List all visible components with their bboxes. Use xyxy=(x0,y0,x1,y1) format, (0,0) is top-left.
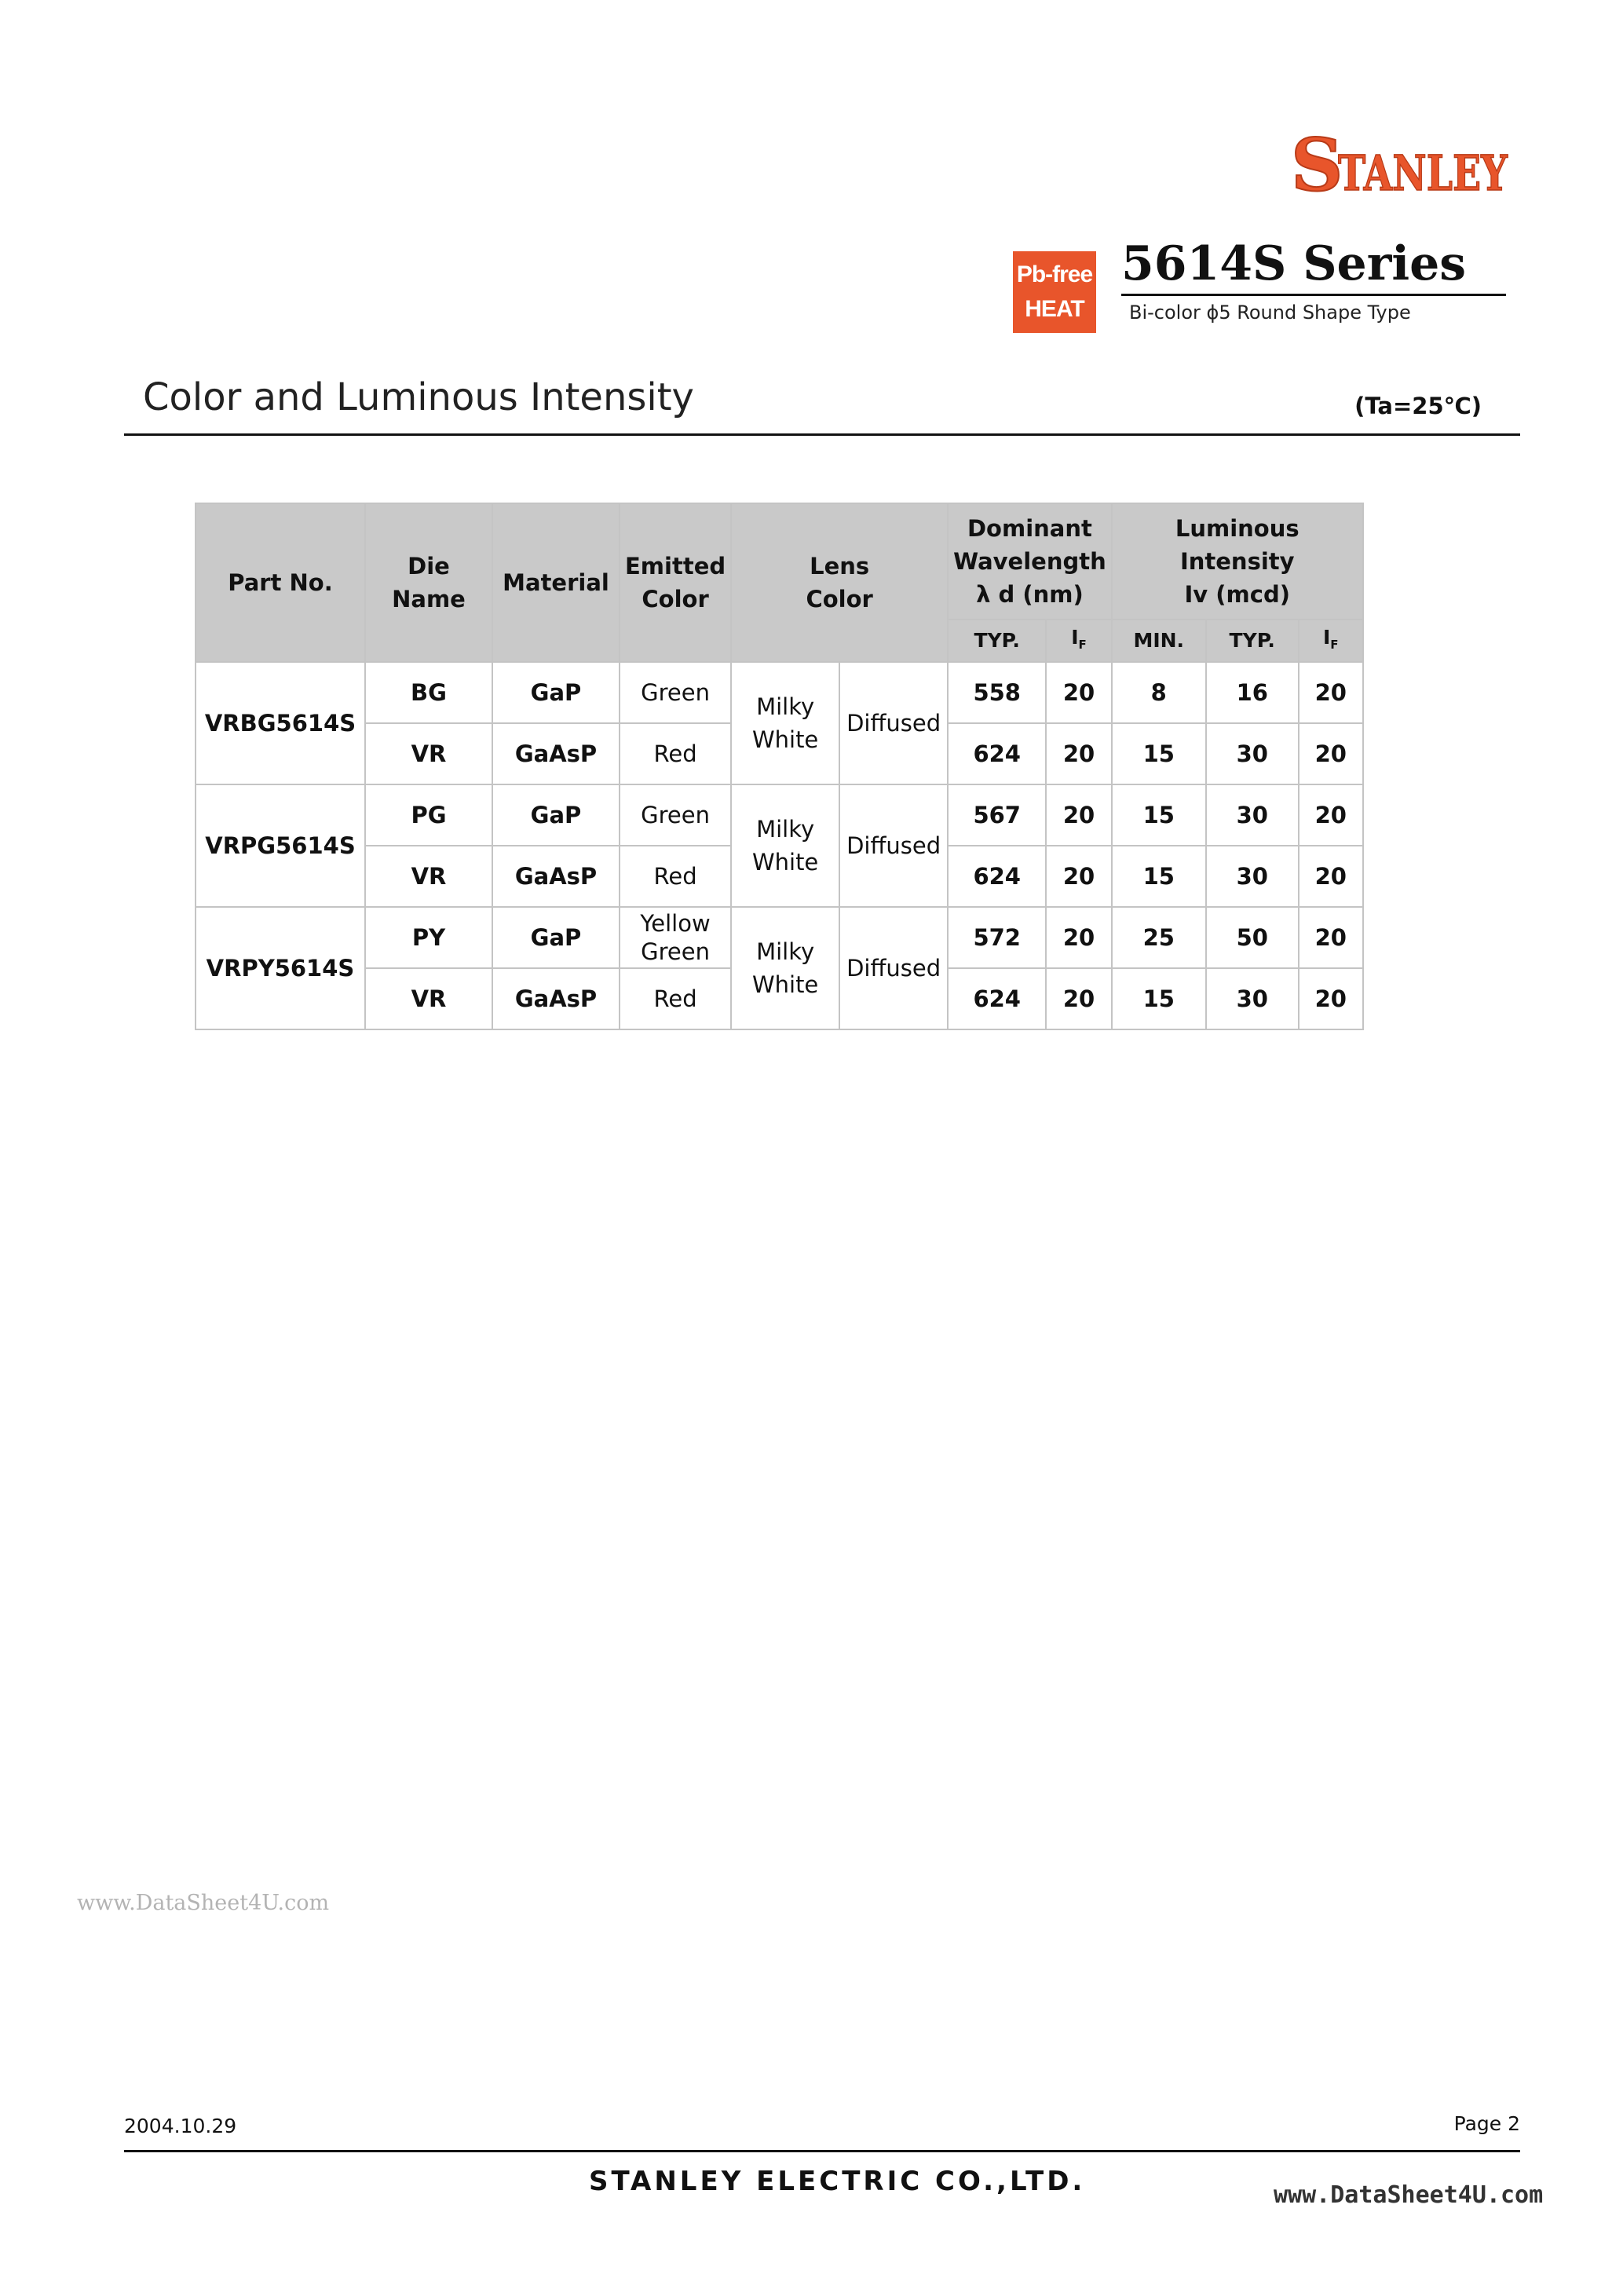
color-luminous-table xyxy=(195,503,1364,1030)
wavelength-typ-cell: 624 xyxy=(948,846,1046,907)
material-cell: GaP xyxy=(492,662,620,723)
die-name-cell: PY xyxy=(365,907,492,968)
lens-color-line-1: Milky xyxy=(756,938,815,965)
lens-type-cell: Diffused xyxy=(839,662,948,784)
intensity-if-cell: 20 xyxy=(1299,723,1363,784)
part-number-cell: VRPG5614S xyxy=(196,784,365,907)
lens-color-line-1: Milky xyxy=(756,816,815,843)
badge-line-2: HEAT xyxy=(1025,296,1084,322)
wavelength-if-cell: 20 xyxy=(1046,662,1111,723)
header-dominant-line-2: Wavelength xyxy=(953,548,1106,575)
footer-rule xyxy=(124,2150,1520,2152)
wavelength-if-cell: 20 xyxy=(1046,846,1111,907)
header-iv-typ: TYP. xyxy=(1206,620,1299,662)
material-cell: GaAsP xyxy=(492,968,620,1029)
header-part-no: Part No. xyxy=(196,503,365,662)
header-emitted-color xyxy=(620,503,731,662)
emitted-color-cell: Green xyxy=(620,662,731,723)
header-dominant-line-1: Dominant xyxy=(967,515,1092,542)
die-name-cell: BG xyxy=(365,662,492,723)
table-row xyxy=(196,784,1363,846)
header-iv-if xyxy=(1299,620,1363,662)
header-wl-if-main: I xyxy=(1071,625,1079,649)
lens-color-cell xyxy=(731,907,839,1029)
series-title: 5614S Series xyxy=(1121,236,1506,296)
footer-site-link[interactable]: www.DataSheet4U.com xyxy=(1274,2181,1544,2209)
emitted-color-line-1: Yellow xyxy=(640,910,711,937)
emitted-color-cell: Red xyxy=(620,723,731,784)
lens-color-line-2: White xyxy=(751,849,819,876)
wavelength-if-cell: 20 xyxy=(1046,907,1111,968)
wavelength-if-cell: 20 xyxy=(1046,968,1111,1029)
emitted-color-line-2: Green xyxy=(641,938,710,965)
header-lens-color xyxy=(731,503,948,662)
header-material: Material xyxy=(492,503,620,662)
intensity-min-cell: 15 xyxy=(1112,784,1206,846)
header-row-1 xyxy=(196,503,1363,620)
intensity-typ-cell: 30 xyxy=(1206,784,1299,846)
lens-color-cell xyxy=(731,784,839,907)
stanley-logo-graphic xyxy=(1288,118,1512,207)
header-iv-if-sub: F xyxy=(1330,637,1339,652)
logo-wordmark: TANLEY xyxy=(1338,144,1508,202)
header-wl-typ: TYP. xyxy=(948,620,1046,662)
part-number-cell: VRPY5614S xyxy=(196,907,365,1029)
wavelength-typ-cell: 572 xyxy=(948,907,1046,968)
wavelength-if-cell: 20 xyxy=(1046,784,1111,846)
header-luminous-intensity xyxy=(1112,503,1363,620)
section-title: Color and Luminous Intensity xyxy=(143,375,694,419)
die-name-cell: VR xyxy=(365,968,492,1029)
lens-color-line-1: Milky xyxy=(756,693,815,720)
die-name-cell: PG xyxy=(365,784,492,846)
page-number: Page 2 xyxy=(1453,2112,1520,2135)
header-lens-line-2: Color xyxy=(806,586,873,612)
wavelength-typ-cell: 624 xyxy=(948,723,1046,784)
wavelength-typ-cell: 567 xyxy=(948,784,1046,846)
emitted-color-cell: Green xyxy=(620,784,731,846)
intensity-if-cell: 20 xyxy=(1299,907,1363,968)
intensity-if-cell: 20 xyxy=(1299,968,1363,1029)
table-row xyxy=(196,662,1363,723)
intensity-min-cell: 25 xyxy=(1112,907,1206,968)
lens-type-cell: Diffused xyxy=(839,784,948,907)
header-wl-if xyxy=(1046,620,1111,662)
header-dominant-line-3: λ d (nm) xyxy=(976,581,1084,608)
company-name: STANLEY ELECTRIC CO.,LTD. xyxy=(589,2166,1086,2197)
pb-free-badge xyxy=(1013,251,1096,333)
wavelength-if-cell: 20 xyxy=(1046,723,1111,784)
lens-type-cell: Diffused xyxy=(839,907,948,1029)
intensity-typ-cell: 50 xyxy=(1206,907,1299,968)
intensity-if-cell: 20 xyxy=(1299,846,1363,907)
header-rule xyxy=(124,433,1520,436)
series-subtitle: Bi-color ϕ5 Round Shape Type xyxy=(1129,302,1411,324)
header-iv-min: MIN. xyxy=(1112,620,1206,662)
watermark-text: www.DataSheet4U.com xyxy=(77,1891,330,1915)
lens-color-line-2: White xyxy=(751,726,819,753)
intensity-min-cell: 8 xyxy=(1112,662,1206,723)
logo-initial: S xyxy=(1291,122,1343,207)
header-die-name: Die Name xyxy=(365,503,492,662)
intensity-typ-cell: 16 xyxy=(1206,662,1299,723)
header-luminous-line-2: Iv (mcd) xyxy=(1184,581,1290,608)
intensity-typ-cell: 30 xyxy=(1206,723,1299,784)
material-cell: GaAsP xyxy=(492,846,620,907)
intensity-typ-cell: 30 xyxy=(1206,968,1299,1029)
temperature-condition: (Ta=25℃) xyxy=(1354,393,1482,419)
material-cell: GaP xyxy=(492,907,620,968)
emitted-color-cell: Red xyxy=(620,968,731,1029)
die-name-cell: VR xyxy=(365,723,492,784)
die-name-cell: VR xyxy=(365,846,492,907)
header-lens-line-1: Lens xyxy=(810,553,870,579)
wavelength-typ-cell: 558 xyxy=(948,662,1046,723)
intensity-min-cell: 15 xyxy=(1112,846,1206,907)
material-cell: GaAsP xyxy=(492,723,620,784)
document-date: 2004.10.29 xyxy=(124,2115,237,2137)
stanley-logo xyxy=(1288,118,1512,207)
table-row xyxy=(196,907,1363,968)
intensity-if-cell: 20 xyxy=(1299,784,1363,846)
lens-color-line-2: White xyxy=(751,971,819,998)
emitted-color-cell xyxy=(620,907,731,968)
material-cell: GaP xyxy=(492,784,620,846)
lens-color-cell xyxy=(731,662,839,784)
header-emitted-line-2: Color xyxy=(642,586,709,612)
header-luminous-line-1: Luminous Intensity xyxy=(1175,515,1299,575)
wavelength-typ-cell: 624 xyxy=(948,968,1046,1029)
header-iv-if-main: I xyxy=(1322,625,1331,649)
part-number-cell: VRBG5614S xyxy=(196,662,365,784)
intensity-min-cell: 15 xyxy=(1112,968,1206,1029)
emitted-color-cell: Red xyxy=(620,846,731,907)
intensity-if-cell: 20 xyxy=(1299,662,1363,723)
header-dominant-wavelength xyxy=(948,503,1112,620)
badge-line-1: Pb-free xyxy=(1016,261,1093,287)
intensity-typ-cell: 30 xyxy=(1206,846,1299,907)
intensity-min-cell: 15 xyxy=(1112,723,1206,784)
header-wl-if-sub: F xyxy=(1078,637,1087,652)
header-emitted-line-1: Emitted xyxy=(625,553,726,579)
